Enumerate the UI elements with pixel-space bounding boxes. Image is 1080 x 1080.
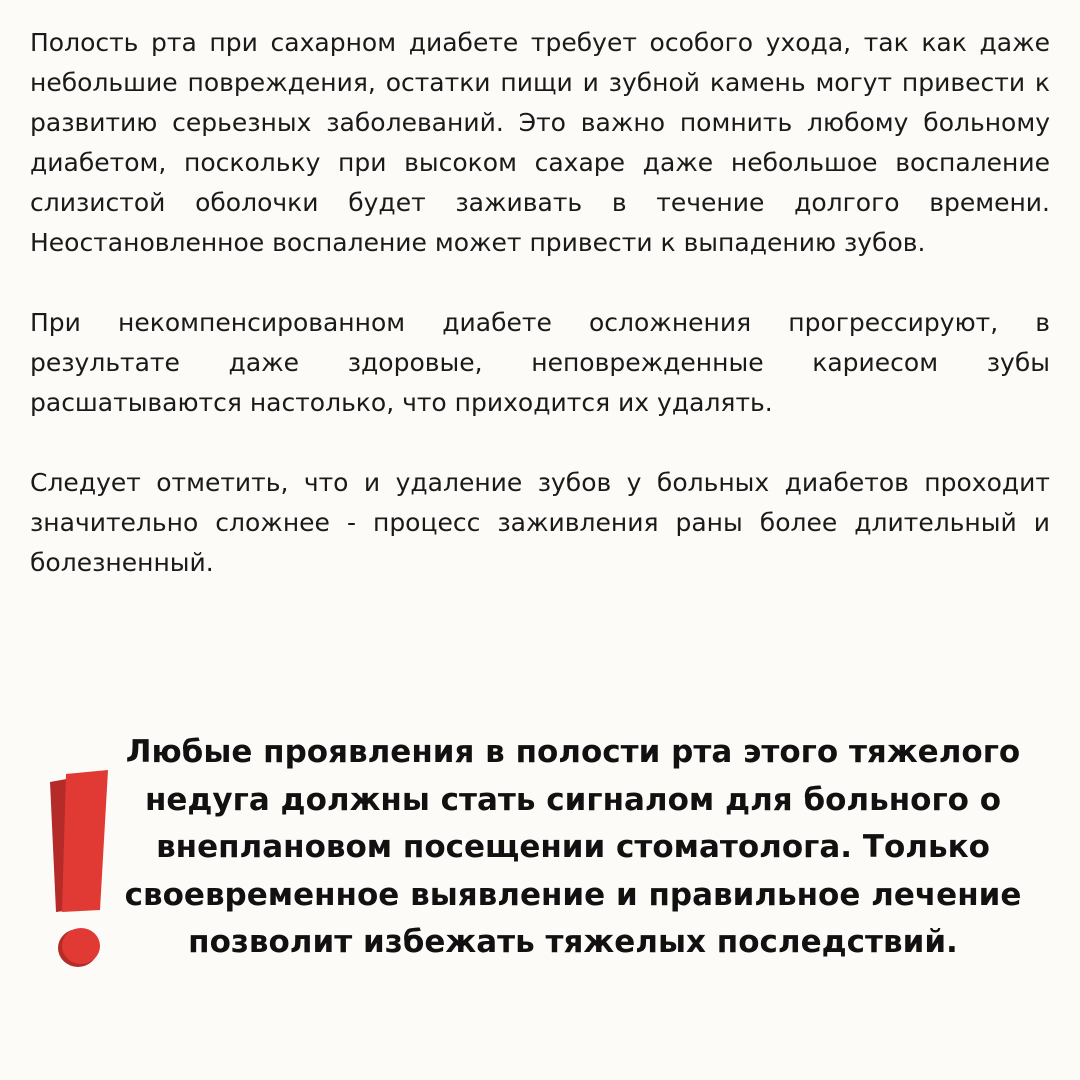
paragraph-spacer [30, 423, 1050, 463]
paragraph-tooth-removal: Следует отметить, что и удаление зубов у больных диабетов проходит значительно сложнее - процесс заживления раны более длительный и болезненный. [30, 468, 1050, 577]
exclamation-icon [44, 770, 114, 975]
paragraph-spacer [30, 263, 1050, 303]
article-body [30, 23, 1050, 583]
warning-callout: Любые проявления в полости рта этого тяжелого недуга должны стать сигналом для больного о внеплановом посещении стоматолога. Только своевременное выявление и правильное лечение позволит избежать тяжелых последствий. [124, 734, 1022, 960]
paragraph-complications: При некомпенсированном диабете осложнения прогрессируют, в результате даже здоровые, неповрежденные кариесом зубы расшатываются настолько, что приходится их удалять. [30, 308, 1050, 417]
paragraph-oral-care: Полость рта при сахарном диабете требует особого ухода, так как даже небольшие повреждения, остатки пищи и зубной камень могут привести к развитию серьезных заболеваний. Это важно помнить любому больному диабетом, поскольку при высоком сахаре даже небольшое воспаление слизистой оболочки будет заживать в течение долгого времени. Неостановленное воспаление может привести к выпадению зубов. [30, 28, 1050, 257]
